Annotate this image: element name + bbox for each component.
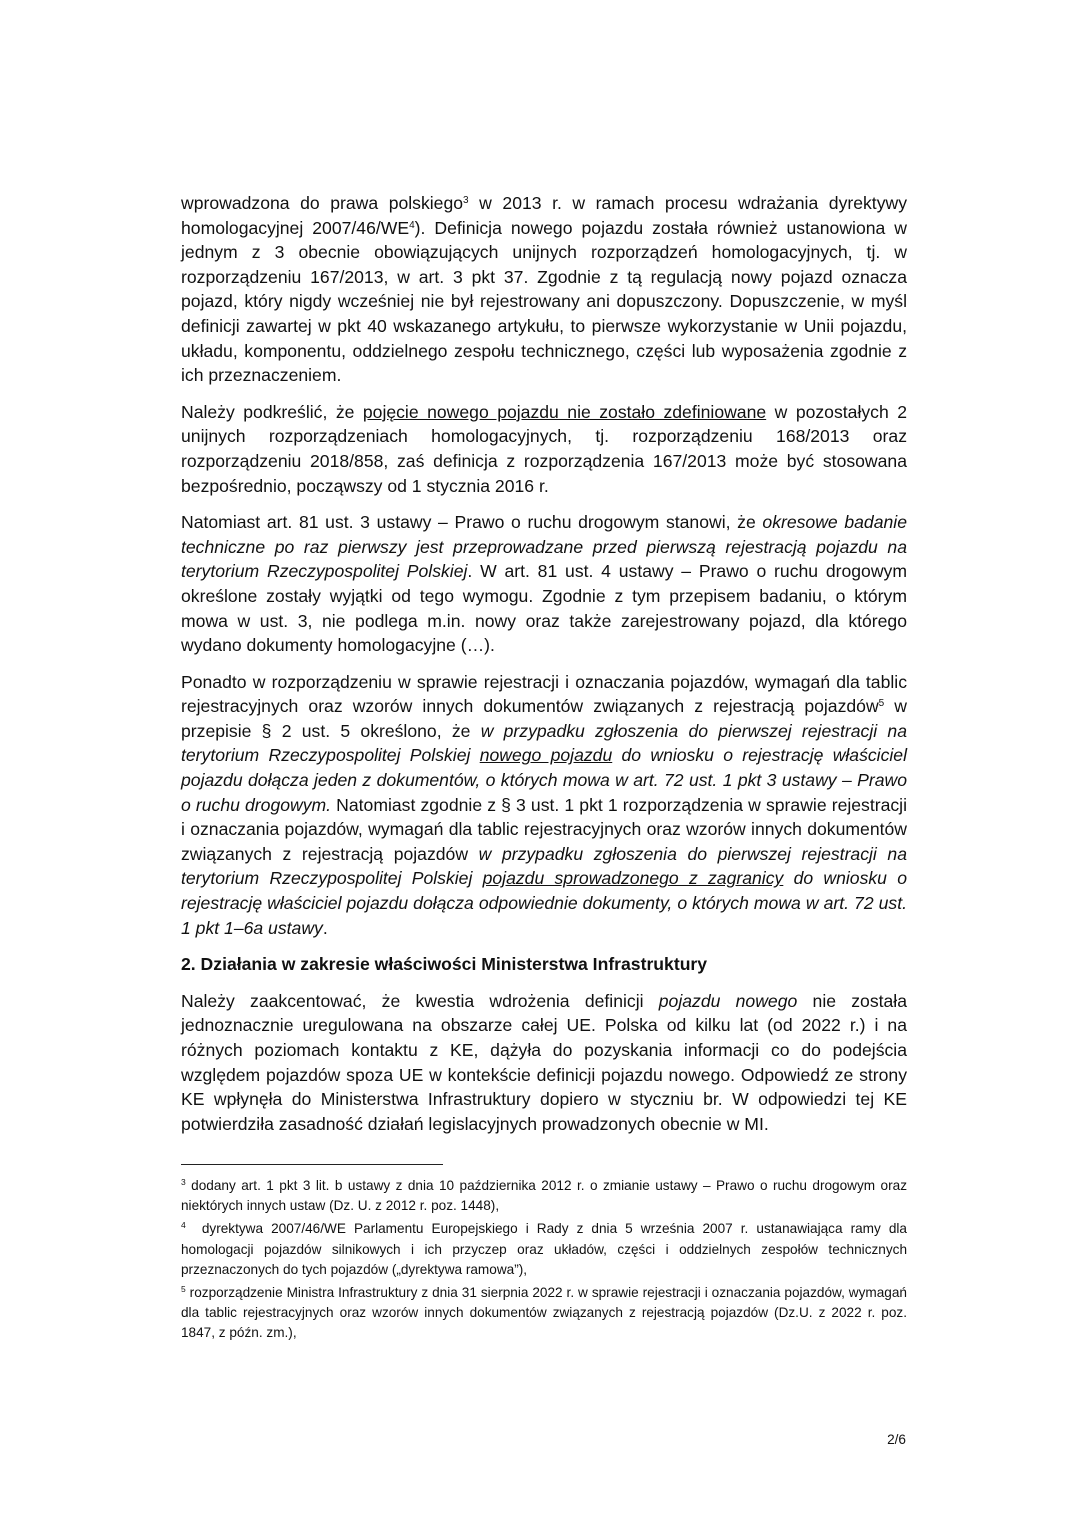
footnote-ref-5[interactable]: 5 [878, 698, 885, 710]
p4-text-b: w przepisie § 2 ust. 5 określono, że [181, 696, 908, 741]
p4-text-a: Ponadto w rozporządzeniu w sprawie rejestracji i oznaczania pojazdów, wymagań dla tablic rejestracyjnych oraz wzorów innych dokumentów związanych z rejestracją pojazdów [181, 671, 907, 717]
p1-text-c: ). Definicja nowego pojazdu została również ustanowiona w jednym z 3 obecnie obowiązujących unijnych rozporządzeń homologacyjnych, tj. w rozporządzeniu 167/2013, w art. 3 pkt 37. Zgodnie z tą regulacją nowy pojazd oznacza pojazd, który nigdy wcześniej nie był rejestrowany ani dopuszczony. Dopuszczenie, w myśl definicji zawartej w pkt 40 wskazanego artykułu, to pierwsze wykorzystanie w Unii pojazdu, układu, komponentu, oddzielnego zespołu technicznego, części lub wyposażenia zgodnie z ich przeznaczeniem. [181, 217, 907, 386]
p5-text-b: nie została jednoznacznie uregulowana na obszarze całej UE. Polska od kilku lat (od 2022 r.) i na różnych poziomach kontaktu z KE, dążyła do pozyskania informacji co do podejścia względem pojazdów spoza UE w kontekście definicji pojazdu nowego. Odpowiedź ze strony KE wpłynęła do Ministerstwa Infrastruktury dopiero w styczniu br. W odpowiedzi tej KE potwierdziła zasadność działań legislacyjnych prowadzonych obecnie w MI. [181, 990, 907, 1134]
p3-text-b: . W art. 81 ust. 4 ustawy – Prawo o ruchu drogowym określone zostały wyjątki od tego wymogu. Zgodnie z tym przepisem badaniu, o którym mowa w ust. 3, nie podlega m.in. nowy oraz także zarejestrowany pojazd, dla którego wydano dokumenty homologacyjne (…). [181, 561, 908, 656]
paragraph-3 [181, 510, 907, 658]
p4-italic-underlined-1: nowego pojazdu [479, 745, 613, 766]
p1-text-a: wprowadzona do prawa polskiego [181, 193, 464, 213]
p1-text-b: w 2013 r. w ramach procesu wdrażania dyrektywy homologacyjnej 2007/46/WE [181, 193, 907, 238]
p3-italic: okresowe badanie techniczne po raz pierwszy jest przeprowadzane przed pierwszą rejestracją pojazdu na terytorium Rzeczypospolitej Polskiej [181, 512, 907, 582]
p4-italic-3: w przypadku zgłoszenia do pierwszej rejestracji na terytorium Rzeczypospolitej Polskiej [181, 843, 907, 889]
footnote-ref-3[interactable]: 3 [463, 195, 469, 206]
p3-text-a: Natomiast art. 81 ust. 3 ustawy – Prawo o ruchu drogowym stanowi, że [181, 512, 763, 533]
p4-italic-4: do wniosku o rejestrację właściciel pojazdu dołącza odpowiednie dokumenty, o których mowa w art. 72 ust. 1 pkt 1–6a ustawy [181, 868, 907, 938]
footnote-ref-4[interactable]: 4 [409, 219, 415, 231]
p2-underlined: pojęcie nowego pojazdu nie zostało zdefiniowane [362, 401, 767, 422]
footnote-number: 4 [181, 1220, 186, 1231]
footnote-number: 5 [181, 1284, 186, 1295]
paragraph-4 [181, 670, 907, 941]
footnote-text: dodany art. 1 pkt 3 lit. b ustawy z dnia 10 października 2012 r. o zmianie ustawy – Prawo o ruchu drogowym oraz niektórych innych ustaw (Dz. U. z 2012 r. poz. 1448), [181, 1178, 907, 1214]
footnote-3 [181, 1176, 907, 1216]
p5-text-a: Należy zaakcentować, że kwestia wdrożenia definicji [181, 990, 659, 1011]
p5-italic: pojazdu nowego [658, 990, 798, 1011]
footnote-4 [181, 1219, 911, 1280]
section-heading: 2. Działania w zakresie właściwości Ministerstwa Infrastruktury [181, 954, 708, 975]
page-number: 2/6 [887, 1432, 906, 1447]
paragraph-2 [181, 400, 907, 498]
footnote-number: 3 [181, 1177, 186, 1187]
p4-text-c: Natomiast zgodnie z § 3 ust. 1 pkt 1 rozporządzenia w sprawie rejestracji i oznaczania pojazdów, wymagań dla tablic rejestracyjnych oraz wzorów innych dokumentów związanych z rejestracją pojazdów [181, 794, 907, 864]
footnote-separator [181, 1164, 443, 1165]
body-text [181, 191, 907, 1148]
p4-italic-underlined-2: pojazdu sprowadzonego z zagranicy [482, 868, 784, 889]
p4-text-d: . [322, 917, 328, 938]
footnote-5 [181, 1283, 907, 1344]
footnote-text: rozporządzenie Ministra Infrastruktury z dnia 31 sierpnia 2022 r. w sprawie rejestracji i oznaczania pojazdów, wymagań dla tablic rejestracyjnych oraz wzorów innych dokumentów związanych z rejestracją pojazdów (Dz.U. z 2022 r. poz. 1847, z późn. zm.), [181, 1285, 907, 1341]
p4-italic-2: do wniosku o rejestrację właściciel pojazdu dołącza jeden z dokumentów, o których mowa w art. 72 ust. 1 pkt 3 ustawy – Prawo o ruchu drogowym. [181, 745, 907, 815]
footnotes [181, 1176, 911, 1347]
paragraph-5 [181, 989, 907, 1137]
p4-italic-1: w przypadku zgłoszenia do pierwszej rejestracji na terytorium Rzeczypospolitej Polskiej [181, 720, 907, 766]
p2-text-a: Należy podkreślić, że [181, 401, 363, 422]
paragraph-1 [181, 191, 907, 388]
footnote-text: dyrektywa 2007/46/WE Parlamentu Europejskiego i Rady z dnia 5 września 2007 r. ustanawiająca ramy dla homologacji pojazdów silnikowych i ich przyczep oraz układów, części i oddzielnych zespołów technicznych przeznaczonych do tych pojazdów („dyrektywa ramowa”), [181, 1221, 911, 1277]
p2-text-b: w pozostałych 2 unijnych rozporządzeniach homologacyjnych, tj. rozporządzeniu 168/2013 oraz rozporządzeniu 2018/858, zaś definicja z rozporządzenia 167/2013 może być stosowana bezpośrednio, począwszy od 1 stycznia 2016 r. [181, 401, 907, 496]
